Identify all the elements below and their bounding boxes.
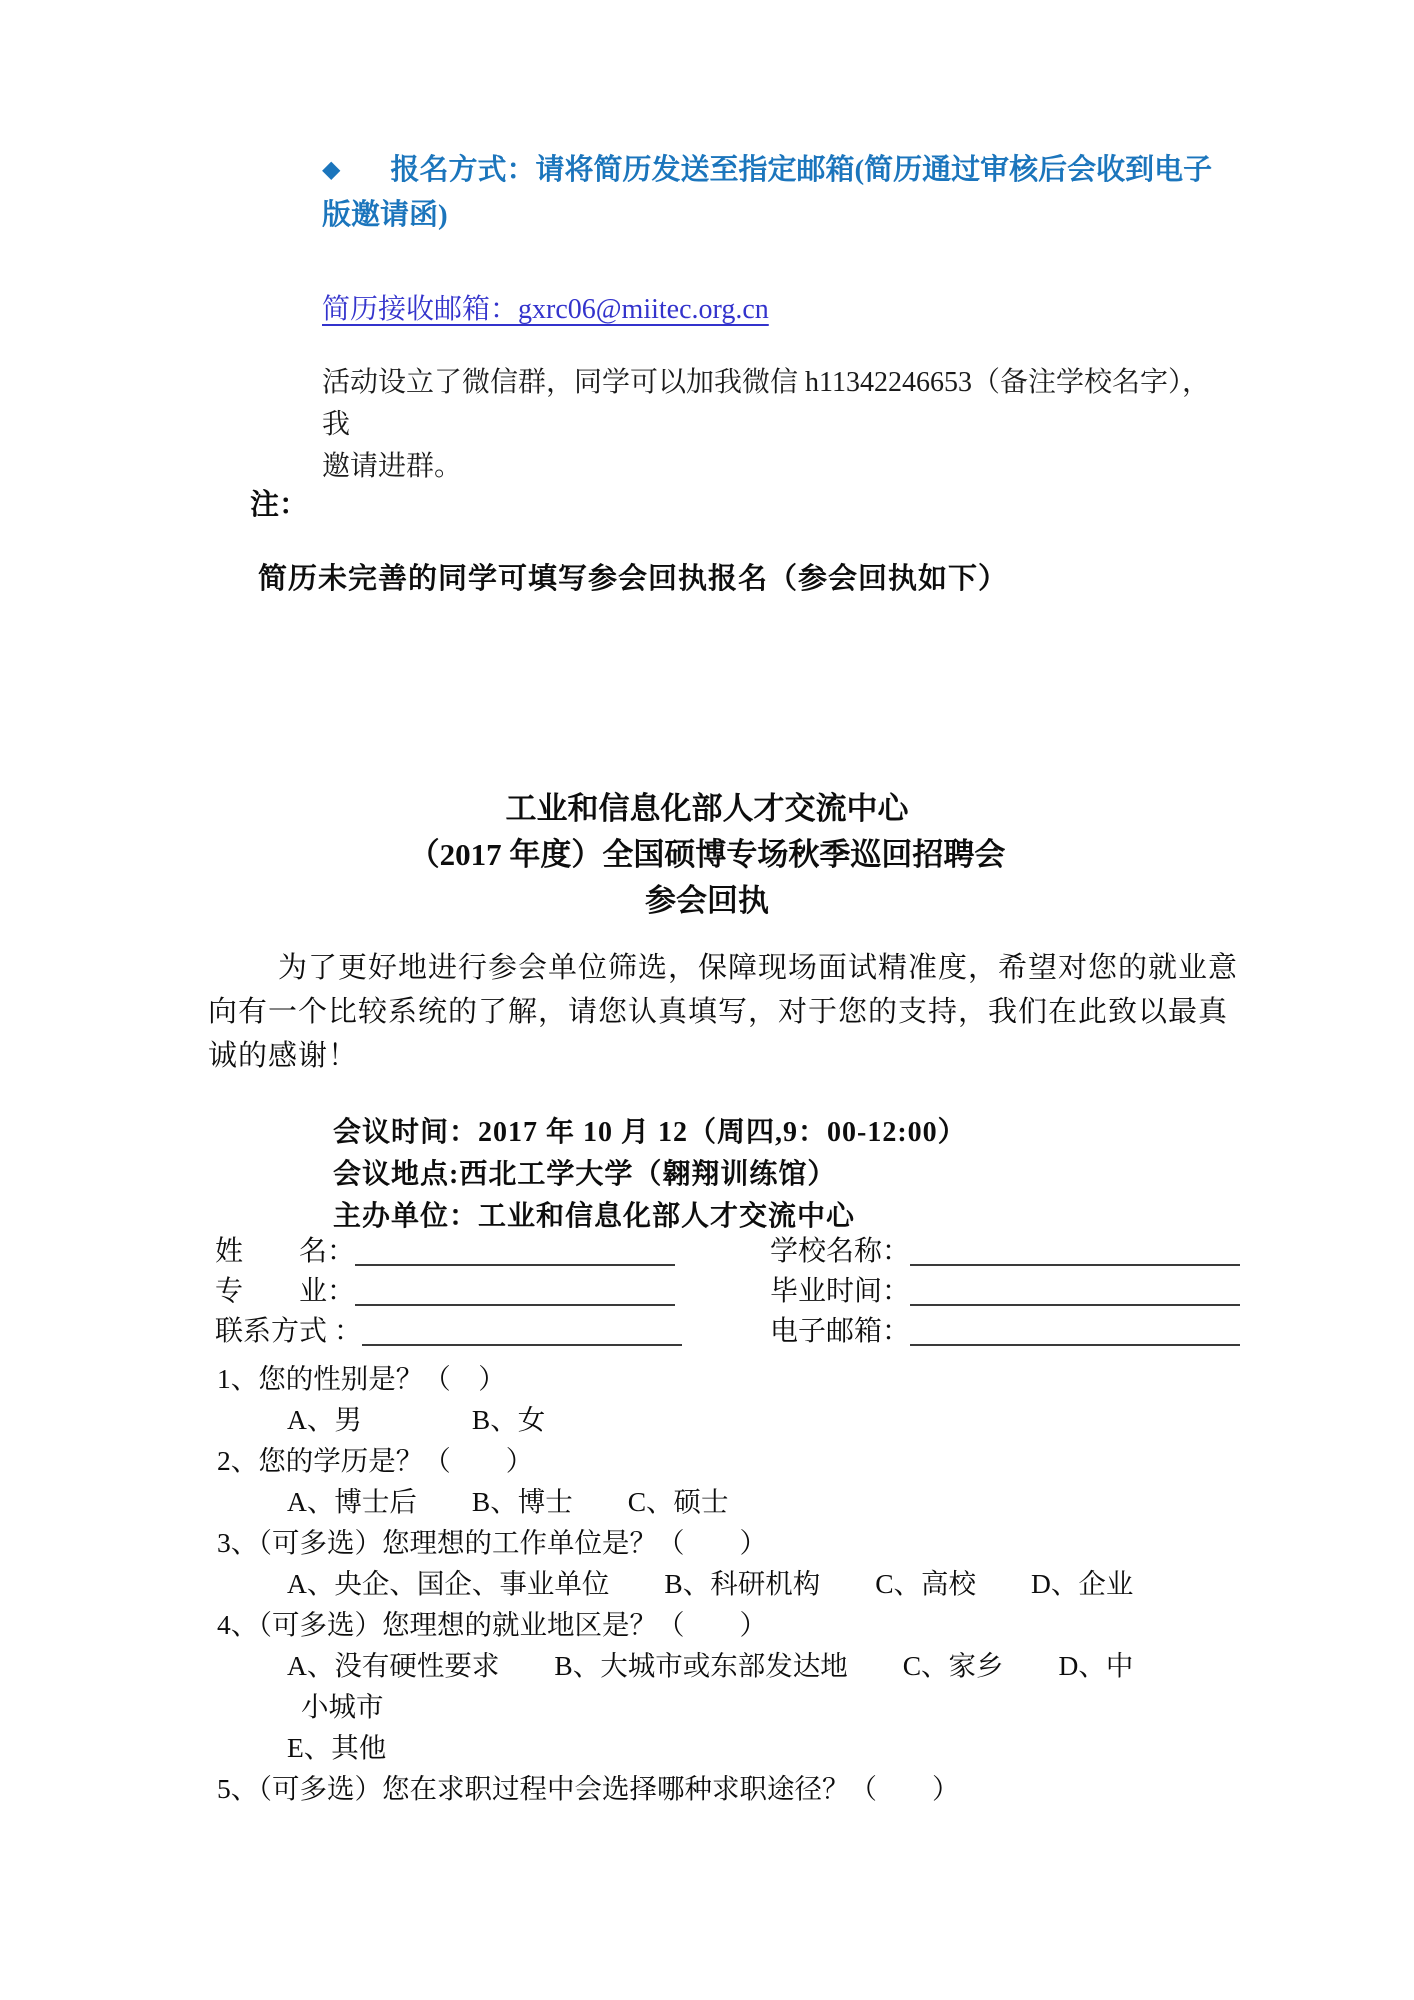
wechat-line-1: 活动设立了微信群，同学可以加我微信 h11342246653（备注学校名字），我 [322,367,1210,440]
question-options: A、央企、国企、事业单位 B、科研机构 C、高校 D、企业 [287,1568,1134,1599]
field-label-right: 毕业时间： [770,1276,911,1307]
wechat-line-2: 邀请进群。 [322,451,463,482]
field-label-left: 联系方式 ： [215,1316,363,1347]
question-options: E、其他 [287,1732,387,1763]
intro-line-1: 为了更好地进行参会单位筛选，保障现场面试精准度，希望对您的就业意 [278,952,1239,984]
field-label-left: 姓 名： [215,1236,356,1267]
meeting-host: 主办单位：工业和信息化部人才交流中心 [333,1201,856,1232]
question-options: A、没有硬性要求 B、大城市或东部发达地 C、家乡 D、中 [287,1650,1134,1681]
option-wrap-continuation: 小城市 [301,1691,384,1722]
signup-notice [322,148,1222,238]
blank-line-right [910,1234,1240,1266]
notice-text: 报名方式：请将简历发送至指定邮箱(简历通过审核后会收到电子 [390,154,1213,186]
field-label-right: 电子邮箱： [770,1316,911,1347]
blank-line-left [355,1274,675,1306]
intro-line-2: 向有一个比较系统的了解，请您认真填写，对于您的支持，我们在此致以最真 [208,996,1229,1028]
notice-line-1 [322,148,1222,193]
blank-line-right [910,1274,1240,1306]
document-title [0,786,1414,924]
question-options: A、男 B、女 [287,1404,546,1435]
question-options: A、博士后 B、博士 C、硕士 [287,1486,729,1517]
title-line-3: 参会回执 [645,883,769,918]
blank-line-right [910,1314,1240,1346]
form-row [215,1232,1295,1272]
intro-line-3: 诚的感谢！ [208,1040,359,1072]
form-row-right-group [770,1232,1240,1272]
question-text: 5、（可多选）您在求职过程中会选择哪种求职途径？（ ） [217,1773,960,1804]
form-fields [215,1232,1295,1352]
note-body: 简历未完善的同学可填写参会回执报名（参会回执如下） [258,563,1009,595]
wechat-paragraph [322,362,1222,488]
form-row-right-group [770,1312,1240,1352]
question-text: 1、您的性别是？（ ） [217,1363,506,1394]
meeting-place: 会议地点:西北工学大学（翱翔训练馆） [333,1159,837,1190]
form-row-right-group [770,1272,1240,1312]
note-label: 注： [250,489,309,521]
diamond-bullet-icon: ◆ [322,157,341,183]
notice-line-2: 版邀请函) [322,199,448,231]
resume-email-link[interactable]: 简历接收邮箱：gxrc06@miitec.org.cn [322,294,769,325]
resume-email-line [322,292,787,328]
blank-line-left [362,1314,682,1346]
meeting-time: 会议时间：2017 年 10 月 12（周四,9：00-12:00） [333,1117,967,1148]
question-text: 4、（可多选）您理想的就业地区是？（ ） [217,1609,767,1640]
meeting-info [333,1112,967,1238]
intro-paragraph [208,946,1278,1078]
form-row [215,1272,1295,1312]
field-label-left: 专 业： [215,1276,356,1307]
title-line-1: 工业和信息化部人才交流中心 [505,791,909,826]
blank-line-left [355,1234,675,1266]
title-line-2: （2017 年度）全国硕博专场秋季巡回招聘会 [408,837,1006,872]
form-row [215,1312,1295,1352]
questionnaire [217,1358,1337,1809]
question-text: 2、您的学历是？（ ） [217,1445,534,1476]
question-text: 3、（可多选）您理想的工作单位是？（ ） [217,1527,767,1558]
field-label-right: 学校名称： [770,1236,911,1267]
